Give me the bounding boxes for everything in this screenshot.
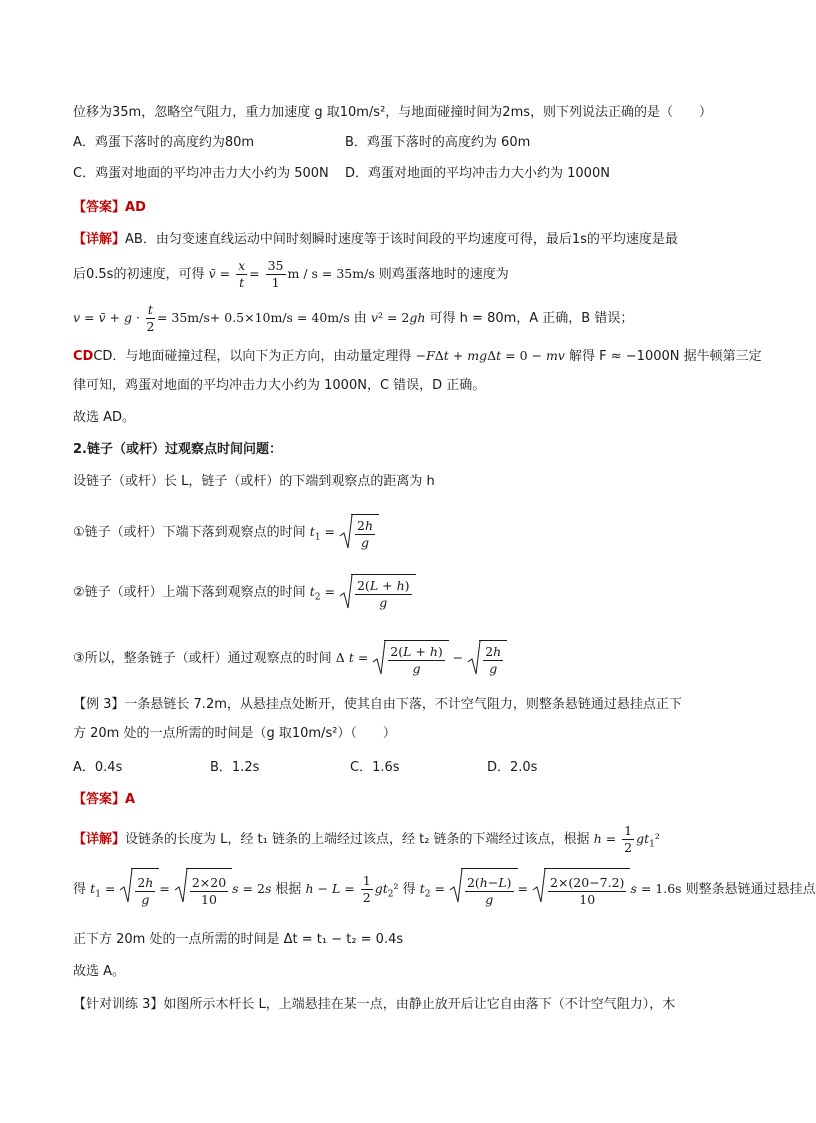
detail-3-line-2 bbox=[73, 868, 816, 915]
detail-3-line-1 bbox=[73, 822, 660, 862]
question-stem: 位移为35m，忽略空气阻力，重力加速度 g 取10m/s²，与地面碰撞时间为2ms，则下列说法正确的是（ ） bbox=[73, 105, 713, 120]
detail-3-line-3: 正下方 20m 处的一点所需的时间是 Δt = t₁ − t₂ = 0.4s bbox=[73, 932, 404, 947]
detail-text: 得 bbox=[73, 882, 87, 897]
ex3-option-d: D．2.0s bbox=[487, 760, 538, 775]
formula-delta-t: Δ t = $\frac{2(L + h)}{g}$ − $\frac{2h}{g}$ bbox=[336, 650, 507, 665]
detail-text: 可得 h = 80m，A 正确，B 错误； bbox=[429, 311, 634, 326]
formula-t1: $t_1$ = $\frac{2h}{g}$ bbox=[310, 524, 379, 539]
select-3: 故选 A。 bbox=[73, 964, 126, 979]
formula-momentum: −FΔt + mgΔt = 0 − mv bbox=[415, 348, 565, 363]
answer-value: AD bbox=[125, 200, 146, 215]
formula-t2-calc: $t_2$ = $\frac{2(h-L)}{g}$ = $\frac{2\times(20-7.2)}{10}$ s = 1.6s bbox=[420, 881, 686, 896]
ex3-option-c: C．1.6s bbox=[350, 760, 400, 775]
formula-h: h = $\frac{1}{2}$ $gt_1^2$ bbox=[593, 823, 660, 855]
section-2-desc: 设链子（或杆）长 L，链子（或杆）的下端到观察点的距离为 h bbox=[73, 474, 435, 489]
detail-text: 则鸡蛋落地时的速度为 bbox=[378, 267, 509, 282]
detail-text: 得 bbox=[402, 882, 416, 897]
detail-1-line-5: 律可知，鸡蛋对地面的平均冲击力大小约为 1000N，C 错误，D 正确。 bbox=[73, 378, 486, 393]
answer-1 bbox=[73, 198, 146, 218]
answer-tag: 【答案】 bbox=[73, 792, 126, 807]
detail-text: 则整条悬链通过悬挂点 bbox=[685, 882, 816, 897]
item-text: ③所以，整条链子（或杆）通过观察点的时间 bbox=[73, 651, 332, 666]
detail-text: 由 bbox=[353, 311, 367, 326]
select-1: 故选 AD。 bbox=[73, 410, 136, 425]
section-2-item-3 bbox=[73, 640, 507, 677]
ex3-option-a: A．0.4s bbox=[73, 760, 123, 775]
option-d: D．鸡蛋对地面的平均冲击力大小约为 1000N bbox=[345, 166, 610, 181]
detail-text: 后0.5s的初速度，可得 bbox=[73, 267, 205, 282]
answer-value: A bbox=[125, 792, 136, 807]
item-text: ②链子（或杆）上端下落到观察点的时间 bbox=[73, 585, 306, 600]
formula-final-velocity: v = v̄ + g · $\frac{t}{2}$ = 35m/s+ 0.5×10m/s = 40m/s bbox=[73, 302, 354, 334]
detail-1-line-4: CDCD．与地面碰撞过程，以向下为正方向，由动量定理得 −FΔt + mgΔt = 0 − mv 解得 F ≈ −1000N 据牛顿第三定 bbox=[73, 348, 762, 364]
section-2-title: 2.链子（或杆）过观察点时间问题： bbox=[73, 442, 282, 457]
ex3-option-b: B．1.2s bbox=[210, 760, 260, 775]
option-a: A．鸡蛋下落时的高度约为80m bbox=[73, 135, 255, 150]
detail-text: 设链条的长度为 L，经 t₁ 链条的上端经过该点，经 t₂ 链条的下端经过该点，根据 bbox=[125, 832, 590, 847]
example-3-line-2: 方 20m 处的一点所需的时间是（g 取10m/s²）（ ） bbox=[73, 726, 396, 741]
example-3-line-1: 【例 3】一条悬链长 7.2m，从悬挂点处断开，使其自由下落，不计空气阻力，则整条悬链通过悬挂点正下 bbox=[73, 697, 682, 712]
detail-tag: 【详解】 bbox=[73, 832, 126, 847]
detail-tag: 【详解】 bbox=[73, 232, 126, 247]
detail-text: 解得 F ≈ −1000N 据牛顿第三定 bbox=[569, 349, 762, 364]
option-b: B．鸡蛋下落时的高度约为 60m bbox=[345, 135, 531, 150]
option-c: C．鸡蛋对地面的平均冲击力大小约为 500N bbox=[73, 166, 329, 181]
answer-3 bbox=[73, 790, 135, 810]
detail-1-line-3 bbox=[73, 302, 633, 335]
section-2-item-2 bbox=[73, 574, 416, 615]
formula-t2: $t_2$ = $\frac{2(L + h)}{g}$ bbox=[310, 584, 416, 599]
formula-t1-calc: $t_1$ = $\frac{2h}{g}$ = $\frac{2\times 20}{10}$ s = 2s bbox=[90, 881, 275, 896]
formula-h-minus-l: h − L = $\frac{1}{2}$ $gt_2^2$ bbox=[305, 873, 399, 905]
item-text: ①链子（或杆）下端下落到观察点的时间 bbox=[73, 525, 306, 540]
detail-text: CD．与地面碰撞过程，以向下为正方向，由动量定理得 bbox=[93, 349, 412, 364]
detail-text: 根据 bbox=[275, 882, 302, 897]
formula-v-squared: v² = 2gh bbox=[370, 310, 426, 325]
training-3: 【针对训练 3】如图所示木杆长 L，上端悬挂在某一点，由静止放开后让它自由落下（不计空气阻力），木 bbox=[73, 997, 676, 1012]
detail-text: AB．由匀变速直线运动中间时刻瞬时速度等于该时间段的平均速度可得，最后1s的平均速度是最 bbox=[125, 232, 678, 247]
detail-1-line-1 bbox=[73, 230, 678, 250]
formula-avg-velocity: v̄ = $\frac{x}{t}$ = $\frac{35}{1}$ m / s = 35m/s bbox=[208, 258, 379, 290]
answer-tag: 【答案】 bbox=[73, 200, 126, 215]
detail-1-line-2 bbox=[73, 258, 509, 291]
section-2-item-1 bbox=[73, 514, 379, 555]
